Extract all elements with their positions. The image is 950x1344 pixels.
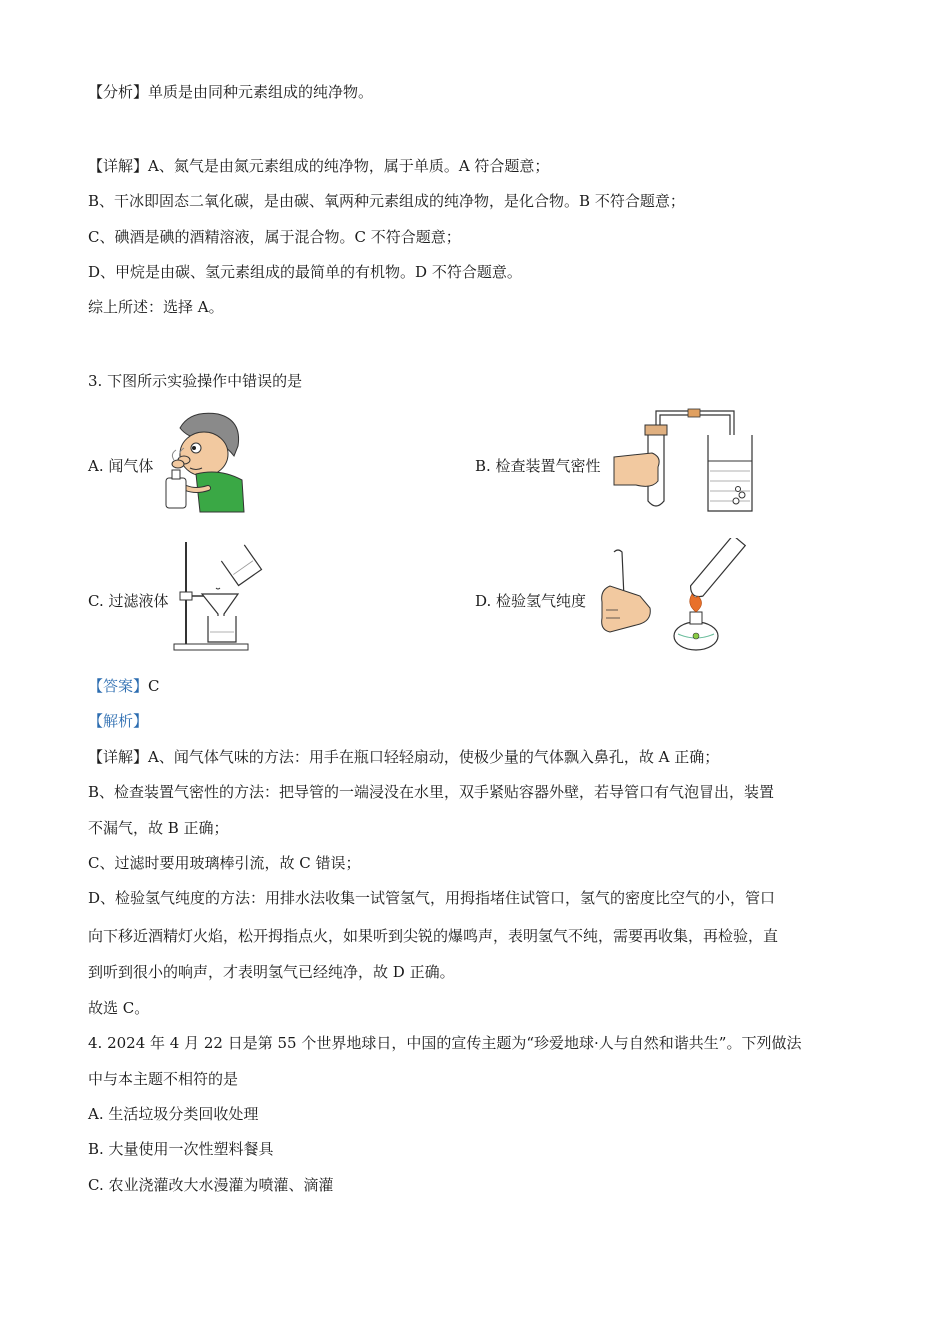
detail-b: B、干冰即固态二氧化碳，是由碳、氧两种元素组成的纯净物，是化合物。B 不符合题意； — [88, 192, 685, 210]
explain-tag: 【解析】 — [88, 712, 149, 730]
q3-detail-d3: 到听到很小的响声，才表明氢气已经纯净，故 D 正确。 — [88, 963, 455, 981]
q3-conclusion: 故选 C。 — [88, 999, 150, 1017]
answer-line — [88, 676, 160, 696]
detail-summary: 综上所述：选择 A。 — [88, 298, 224, 316]
detail-a: 【详解】A、氮气是由氮元素组成的纯净物，属于单质。A 符合题意； — [88, 157, 550, 175]
detail-c: C、碘酒是碘的酒精溶液，属于混合物。C 不符合题意； — [88, 228, 461, 246]
detail-d: D、甲烷是由碳、氢元素组成的最简单的有机物。D 不符合题意。 — [88, 263, 522, 281]
filtration-figure — [172, 538, 272, 652]
q3-option-a: A. 闻气体 — [88, 457, 154, 475]
q4-stem-1: 4. 2024 年 4 月 22 日是第 55 个世界地球日，中国的宣传主题为“珍爱地球·人与自然和谐共生”。下列做法 — [88, 1034, 802, 1052]
q3-option-d: D. 检验氢气纯度 — [475, 592, 587, 610]
q3-option-c: C. 过滤液体 — [88, 592, 169, 610]
q3-detail-b2: 不漏气，故 B 正确； — [88, 819, 229, 837]
q4-stem-2: 中与本主题不相符的是 — [88, 1070, 239, 1088]
q3-detail-a: 【详解】A、闻气体气味的方法：用手在瓶口轻轻扇动，使极少量的气体飘入鼻孔，故 A 正确； — [88, 748, 720, 766]
q4-option-a: A. 生活垃圾分类回收处理 — [88, 1105, 259, 1123]
q3-stem: 3. 下图所示实验操作中错误的是 — [88, 372, 303, 390]
q3-detail-c: C、过滤时要用玻璃棒引流，故 C 错误； — [88, 854, 361, 872]
hydrogen-purity-figure — [596, 538, 746, 658]
q4-option-c: C. 农业浇灌改大水漫灌为喷灌、滴灌 — [88, 1176, 334, 1194]
smell-gas-figure — [160, 408, 250, 514]
answer-tag: 【答案】 — [88, 677, 149, 695]
q3-option-b: B. 检查装置气密性 — [475, 457, 601, 475]
q3-detail-b1: B、检查装置气密性的方法：把导管的一端浸没在水里，双手紧贴容器外壁，若导管口有气泡冒出，装置 — [88, 783, 775, 801]
airtightness-figure — [612, 405, 762, 517]
analysis-text: 【分析】单质是由同种元素组成的纯净物。 — [88, 83, 374, 101]
q3-detail-d2: 向下移近酒精灯火焰，松开拇指点火，如果听到尖锐的爆鸣声，表明氢气不纯，需要再收集，再检验，直 — [88, 927, 779, 945]
q3-detail-d1: D、检验氢气纯度的方法：用排水法收集一试管氢气，用拇指堵住试管口，氢气的密度比空气的小，管口 — [88, 889, 776, 907]
q4-option-b: B. 大量使用一次性塑料餐具 — [88, 1140, 274, 1158]
answer-value: C — [148, 677, 160, 695]
